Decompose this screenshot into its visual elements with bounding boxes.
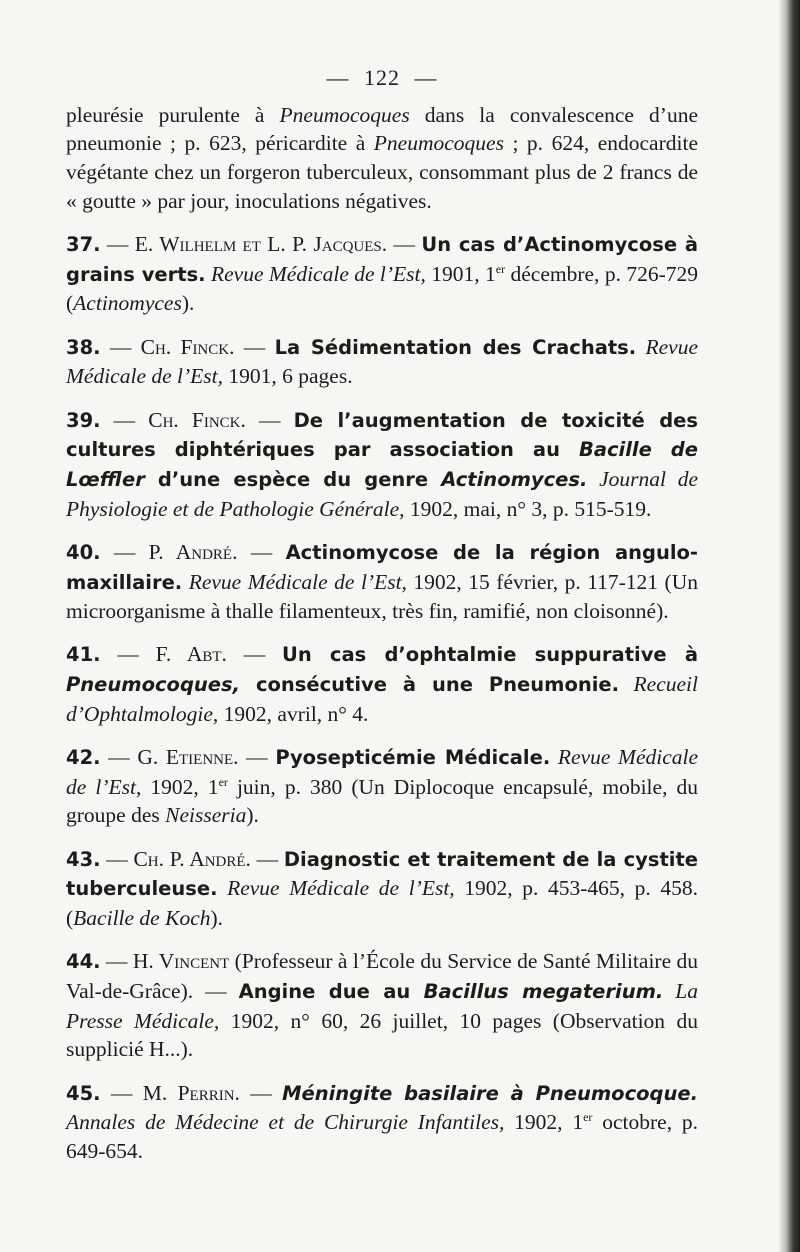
dash: — <box>100 334 141 359</box>
entry-details: 1902, 15 février, p. 117-121 (Un microorganisme à thalle filamenteux, très fin, ramifié, non cloisonné). <box>66 569 698 624</box>
bibliography-entry-40 <box>66 538 698 626</box>
dash: — <box>239 1080 283 1105</box>
entry-title-organism: Bacillus megaterium. <box>423 979 664 1003</box>
entry-author: G. Etienne. <box>137 745 239 770</box>
entry-number: 38. <box>66 335 101 359</box>
entry-title: Méningite basilaire à <box>282 1081 536 1105</box>
dash: — <box>387 232 422 257</box>
entry-title: La Sédimentation des Crachats. <box>274 335 637 359</box>
entry-details: 1902, 1 <box>504 1110 584 1135</box>
entry-details: 1902, n° 60, 26 juillet, 10 pages (Observation du supplicié H...). <box>66 1008 698 1062</box>
entry-journal: Recueil d’Ophtalmologie, <box>66 672 698 726</box>
dash: — <box>100 539 149 564</box>
entry-details: 1902, p. 453-465, p. 458. ( <box>66 876 698 931</box>
dash: — <box>100 642 156 667</box>
continuation-paragraph <box>66 101 698 216</box>
page-number: 122 <box>364 65 400 90</box>
bibliography-entry-37 <box>66 230 698 318</box>
entry-journal: Annales de Médecine et de Chirurgie Infantiles, <box>66 1110 505 1135</box>
entry-number: 45. <box>66 1081 101 1105</box>
entry-number: 43. <box>66 847 101 871</box>
entry-number: 44. <box>66 950 101 974</box>
bibliography-entry-39 <box>66 406 698 524</box>
entry-title-organism: Pneumocoques, <box>66 673 241 697</box>
bibliography-entry-38 <box>66 333 698 391</box>
dash: — <box>245 407 294 432</box>
bibliography-entry-45 <box>66 1079 698 1166</box>
entry-title: Angine due au <box>238 979 424 1003</box>
entry-author: H. Vincent <box>132 949 230 974</box>
entry-journal: Revue Médicale de l’Est, <box>66 745 699 799</box>
entry-author: Ch. Finck. <box>140 334 235 359</box>
entry-number: 41. <box>66 643 101 667</box>
italic-text: Bacille de Koch <box>73 906 211 931</box>
page-edge-shadow <box>778 0 800 1252</box>
entry-journal: Revue Médicale de l’Est, <box>66 334 699 389</box>
dash: — <box>238 745 276 770</box>
entry-details: ). <box>210 906 224 931</box>
entry-details: ). <box>246 803 259 828</box>
entry-title: De l’augmentation de toxicité des cultures diphtériques par association au <box>66 408 699 462</box>
italic-text: Pneumocoques <box>279 102 410 127</box>
entry-details: décembre, p. 726-729 ( <box>66 261 698 316</box>
entry-number: 40. <box>66 540 101 564</box>
entry-details: 1902, 1 <box>141 774 219 799</box>
dash: — <box>100 846 134 871</box>
entry-author: E. Wilhelm et L. P. Jacques. <box>134 232 388 257</box>
document-page <box>66 64 698 1180</box>
superscript: er <box>495 261 506 276</box>
entry-title-organism: Actinomyces. <box>441 467 588 491</box>
dash: — <box>237 539 286 564</box>
header-dash-left: — <box>326 65 350 90</box>
header-dash-right: — <box>414 65 438 90</box>
entry-details: 1902, mai, n° 3, p. 515-519. <box>404 496 652 521</box>
italic-text: Pneumocoques <box>373 131 504 156</box>
entry-details: ). <box>181 291 195 316</box>
dash: — <box>250 846 284 871</box>
bibliography-entry-43 <box>66 845 698 933</box>
dash: — <box>226 642 282 667</box>
entry-details: 1902, avril, n° 4. <box>218 701 369 726</box>
entry-journal: Revue Médicale de l’Est, <box>205 261 426 286</box>
entry-details: (Professeur à l’École du Service de Santé Militaire du Val-de-Grâce). — <box>66 949 699 1003</box>
entry-title: Un cas d’ophtalmie suppurative à <box>282 643 699 667</box>
entry-journal: Journal de Physiologie et de Pathologie Générale, <box>66 466 698 521</box>
dash: — <box>100 407 149 432</box>
page-header <box>66 64 698 93</box>
dash: — <box>100 1080 143 1105</box>
italic-text: Actinomyces <box>73 291 182 316</box>
entry-journal: Revue Médicale de l’Est, <box>217 876 455 901</box>
entry-number: 37. <box>66 233 101 257</box>
entry-journal: Revue Médicale de l’Est, <box>182 569 407 594</box>
entry-title-organism: Pneumocoque. <box>535 1081 699 1105</box>
dash: — <box>234 334 275 359</box>
text: pleurésie purulente à <box>66 102 280 127</box>
dash: — <box>100 232 135 257</box>
entry-title: Actinomycose de la région angulo-maxillaire. <box>66 540 699 594</box>
italic-text: Neisseria <box>165 803 247 828</box>
entry-details: octobre, p. 649-654. <box>66 1110 698 1163</box>
bibliography-entry-42 <box>66 743 698 830</box>
entry-author: Ch. Finck. <box>148 407 246 432</box>
entry-journal: La Presse Médicale, <box>66 978 699 1033</box>
entry-author: M. Perrin. <box>142 1080 240 1105</box>
entry-number: 39. <box>66 408 101 432</box>
entry-title: d’une espèce du genre <box>144 467 442 491</box>
text: ; p. 624, endocardite végétante chez un forgeron tuberculeux, consommant plus de 2 francs de « goutte » par jour, inoculations négatives. <box>66 131 698 213</box>
entry-title: Pyosepticémie Médicale. <box>275 746 551 770</box>
entry-author: Ch. P. André. <box>133 846 251 871</box>
entry-number: 42. <box>66 746 101 770</box>
entry-title-organism: Bacille de Lœffler <box>66 438 698 491</box>
entry-details: 1901, 6 pages. <box>223 364 353 389</box>
entry-author: F. Abt. <box>155 642 227 667</box>
superscript: er <box>583 1110 593 1125</box>
bibliography-entry-44 <box>66 947 698 1064</box>
entry-details: juin, p. 380 (Un Diplocoque encapsulé, mobile, du groupe des <box>66 774 699 828</box>
text: dans la convalescence d’une pneumonie ; p. 623, péricardite à <box>66 102 698 156</box>
entry-author: P. André. <box>148 539 238 564</box>
dash: — <box>100 949 133 974</box>
superscript: er <box>218 774 228 789</box>
entry-details: 1901, 1 <box>425 261 496 286</box>
dash: — <box>100 745 138 770</box>
entry-title: Diagnostic et traitement de la cystite tuberculeuse. <box>66 847 698 901</box>
bibliography-entry-41 <box>66 640 698 728</box>
entry-title: Un cas d’Actinomycose à grains verts. <box>66 233 699 286</box>
entry-title: consécutive à une Pneumonie. <box>240 673 620 697</box>
